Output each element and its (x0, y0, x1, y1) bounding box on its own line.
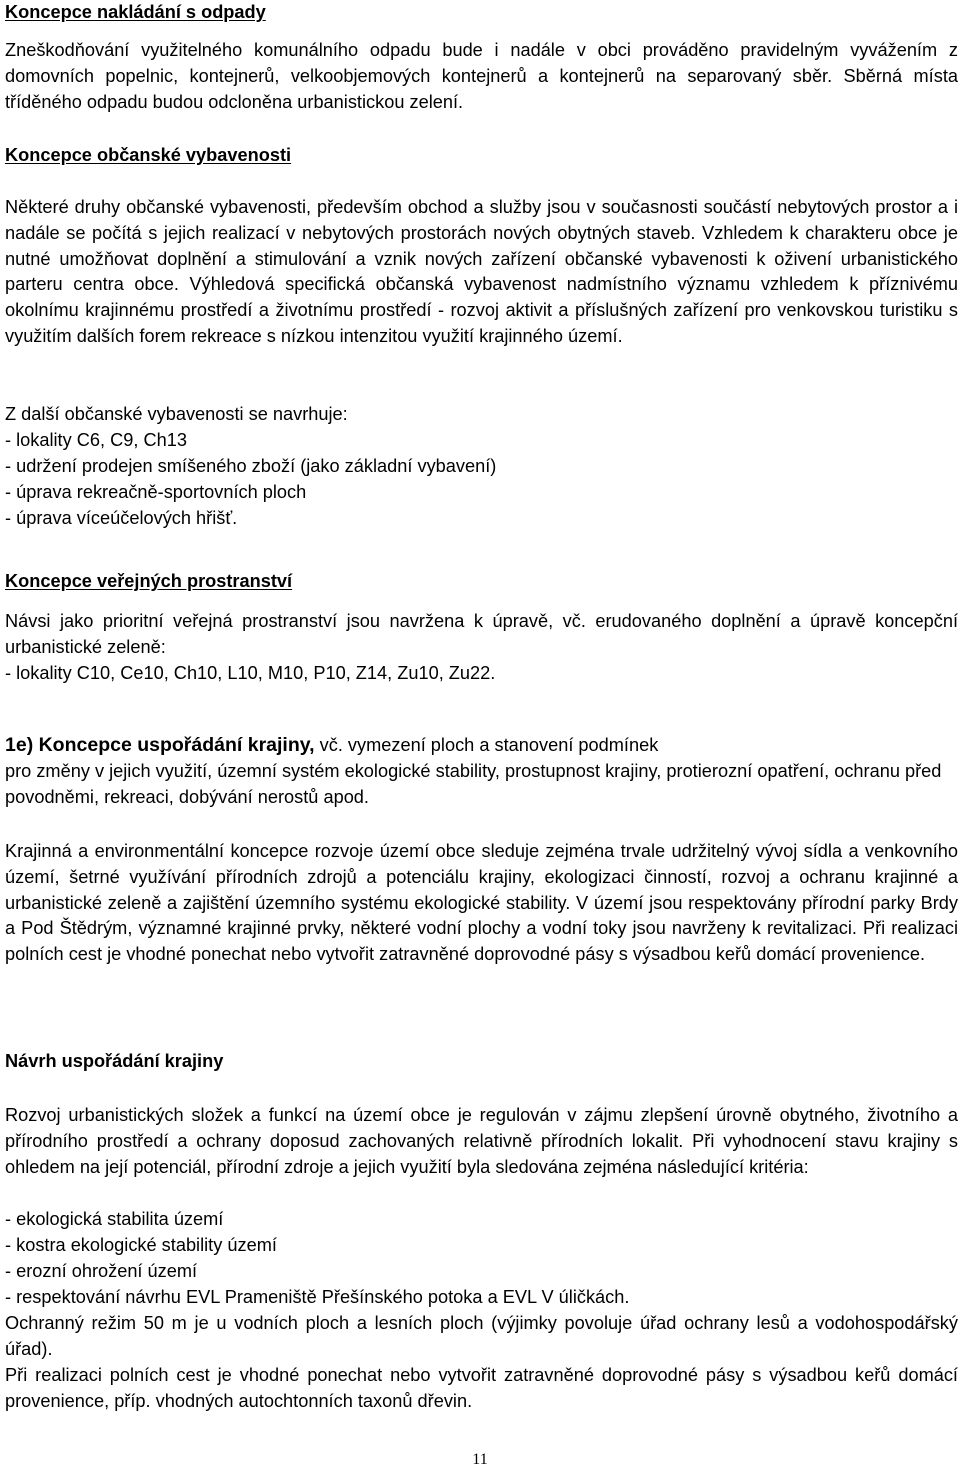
list-item: - úprava víceúčelových hřišť. (5, 508, 238, 528)
list-item: - kostra ekologické stability území (5, 1235, 277, 1255)
list-item: - lokality C10, Ce10, Ch10, L10, M10, P10, Z14, Zu10, Zu22. (5, 663, 496, 683)
list-item: - erozní ohrožení území (5, 1261, 198, 1281)
paragraph-waste: Zneškodňování využitelného komunálního odpadu bude i nadále v obci prováděno pravidelným vyvážením z domovních popelnic, kontejnerů, velkoobjemových kontejnerů a kontejnerů na separovaný sběr. Sběrná místa tříděného odpadu budou odcloněna urbanistickou zelení. (5, 40, 958, 112)
paragraph-landscape: Krajinná a environmentální koncepce rozvoje území obce sleduje zejména trvale udržitelný vývoj sídla a venkovního území, šetrné využívání přírodních zdrojů a potenciálu krajiny, ekologizaci činností, rozvoj a ochranu krajinné a urbanistické zeleně a zajištění územního systému ekologické stability. V území jsou respektovány přírodní parky Brdy a Pod Štědrým, významné krajinné prvky, některé vodní plochy a vodní toky jsou navrženy k revitalizaci. Při realizaci polních cest je vhodné ponechat nebo vytvořit zatravněné doprovodné pásy s výsadbou keřů domácí provenience. (5, 841, 958, 965)
heading-landscape (5, 733, 958, 759)
heading-landscape-bold: 1e) Koncepce uspořádání krajiny, (5, 734, 315, 756)
list-item: - udržení prodejen smíšeného zboží (jako základní vybavení) (5, 456, 497, 476)
paragraph-protection: Ochranný režim 50 m je u vodních ploch a lesních ploch (výjimky povoluje úřad ochrany lesů a vodohospodářský úřad). (5, 1313, 958, 1359)
page-number: 11 (472, 1451, 488, 1468)
list-item: - respektování návrhu EVL Prameniště Přešínského potoka a EVL V úličkách. (5, 1287, 630, 1307)
heading-waste: Koncepce nakládání s odpady (5, 2, 266, 22)
list-item: - úprava rekreačně-sportovních ploch (5, 482, 307, 502)
heading-public: Koncepce veřejných prostranství (5, 571, 293, 591)
list-item: - ekologická stabilita území (5, 1209, 224, 1229)
paragraph-design: Rozvoj urbanistických složek a funkcí na území obce je regulován v zájmu zlepšení úrovně obytného, životního a přírodního prostředí a ochrany doposud zachovaných relativně přírodních lokalit. Při vyhodnocení stavu krajiny s ohledem na její potenciál, přírodní zdroje a jejich využití byla sledována zejména následující kritéria: (5, 1105, 958, 1177)
heading-landscape-continuation: pro změny v jejich využití, územní systém ekologické stability, prostupnost krajiny, protierozní opatření, ochranu před povodněmi, rekreaci, dobývání nerostů apod. (5, 761, 942, 807)
heading-design: Návrh uspořádání krajiny (5, 1051, 224, 1071)
civic-list-intro: Z další občanské vybavenosti se navrhuje: (5, 404, 348, 424)
paragraph-paths: Při realizaci polních cest je vhodné ponechat nebo vytvořit zatravněné doprovodné pásy s výsadbou keřů domácí provenience, příp. vhodných autochtonních taxonů dřevin. (5, 1365, 958, 1411)
heading-civic: Koncepce občanské vybavenosti (5, 145, 292, 165)
paragraph-public: Návsi jako prioritní veřejná prostranství jsou navržena k úpravě, vč. erudovaného doplnění a úpravě koncepční urbanistické zeleně: (5, 611, 958, 657)
heading-landscape-rest: vč. vymezení ploch a stanovení podmínek (314, 735, 659, 755)
paragraph-civic: Některé druhy občanské vybavenosti, především obchod a služby jsou v současnosti součástí nebytových prostor a i nadále se počítá s jejich realizací v nebytových prostorách nových obytných staveb. Vzhledem k charakteru obce je nutné umožňovat doplnění a stimulování a vznik nových zařízení občanské vybavenosti k oživení urbanistického parteru centra obce. Výhledová specifická občanská vybavenost nadmístního významu vzhledem k příznivému okolnímu krajinnému prostředí a životnímu prostředí - rozvoj aktivit a příslušných zařízení pro venkovskou turistiku s využitím dalších forem rekreace s nízkou intenzitou využití krajinného území. (5, 197, 958, 346)
list-item: - lokality C6, C9, Ch13 (5, 430, 187, 450)
